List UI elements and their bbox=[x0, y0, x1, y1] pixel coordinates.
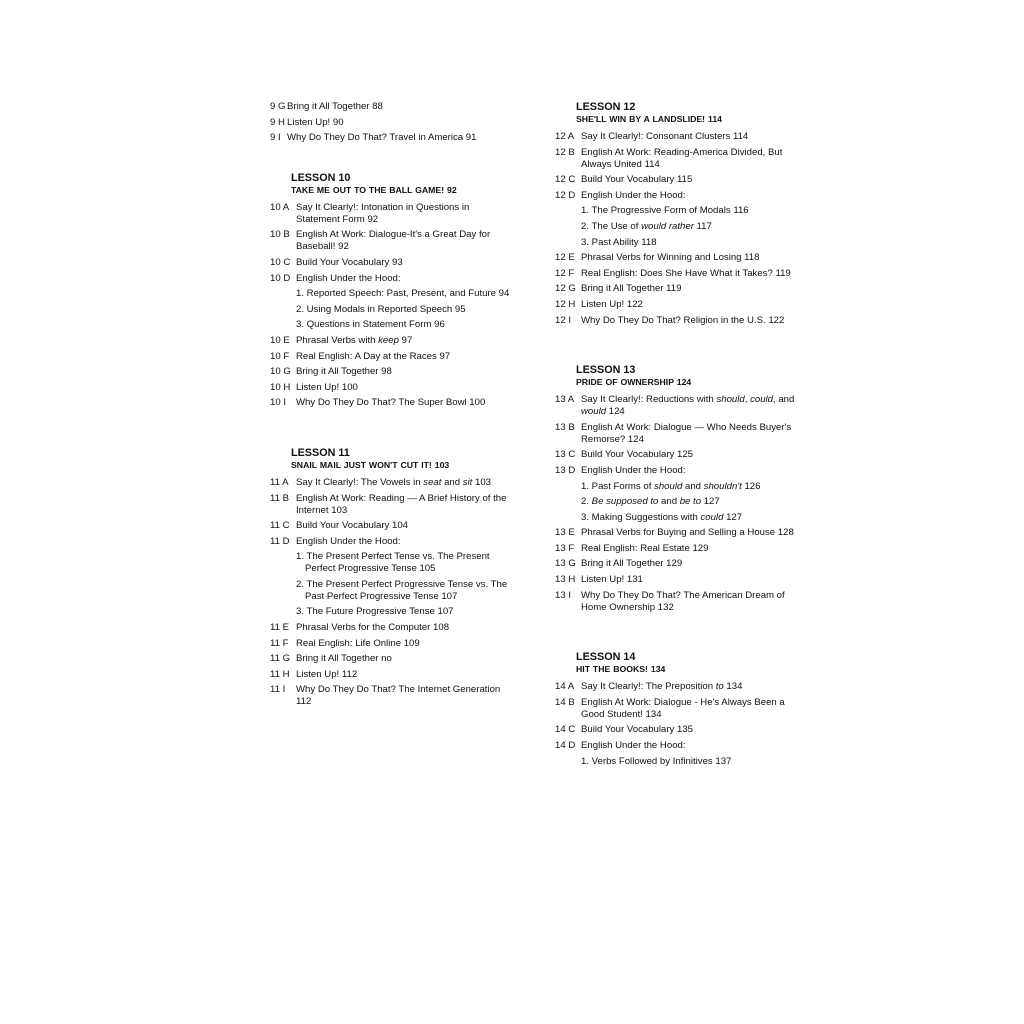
toc-entry: 12 D English Under the Hood: bbox=[555, 189, 686, 201]
toc-entry: 13 G Bring it All Together 129 bbox=[555, 558, 683, 570]
toc-entry: 13 H Listen Up! 131 bbox=[555, 574, 643, 586]
lesson-12-heading bbox=[576, 101, 795, 125]
toc-entry: 9 G Bring it All Together 88 bbox=[270, 101, 383, 112]
toc-entry: 10 F Real English: A Day at the Races 97 bbox=[270, 350, 451, 362]
toc-entry: 9 I Why Do They Do That? Travel in America 91 bbox=[270, 132, 477, 144]
toc-entry: 10 C Build Your Vocabulary 93 bbox=[270, 256, 403, 268]
toc-subentry: 2. The Present Perfect Progressive Tense vs. The Past Perfect Progressive Tense 107 bbox=[296, 578, 508, 602]
toc-entry: 12 E Phrasal Verbs for Winning and Losing 118 bbox=[555, 252, 760, 264]
toc-subentry: 1. The Progressive Form of Modals 116 bbox=[581, 205, 749, 217]
toc-subentry: 3. Questions in Statement Form 96 bbox=[296, 319, 445, 331]
lesson-13-heading bbox=[576, 364, 795, 388]
toc-entry: 11 B English At Work: Reading — A Brief History of the Internet 103 bbox=[270, 492, 507, 516]
toc-subentry: 1. The Present Perfect Tense vs. The Present Perfect Progressive Tense 105 bbox=[296, 551, 490, 575]
toc-entry: 13 D English Under the Hood: bbox=[555, 464, 686, 476]
toc-entry: 9 H Listen Up! 90 bbox=[270, 116, 344, 128]
toc-entry: 14 B English At Work: Dialogue - He's Always Been a Good Student! 134 bbox=[555, 696, 785, 720]
lesson-14-heading bbox=[576, 651, 795, 675]
toc-entry: 13 A Say It Clearly!: Reductions with should, could, and would 124 bbox=[555, 394, 795, 418]
toc-entry: 10 A Say It Clearly!: Intonation in Questions in Statement Form 92 bbox=[270, 201, 470, 225]
toc-subentry: 2. The Use of would rather 117 bbox=[581, 220, 712, 232]
toc-entry: 11 E Phrasal Verbs for the Computer 108 bbox=[270, 622, 450, 634]
toc-entry: 10 E Phrasal Verbs with keep 97 bbox=[270, 334, 413, 346]
toc-entry: 12 I Why Do They Do That? Religion in the U.S. 122 bbox=[555, 314, 785, 326]
lesson-subtitle: SHE'LL WIN BY A LANDSLIDE! 114 bbox=[576, 114, 722, 124]
lesson-subtitle: SNAIL MAIL JUST WON'T CUT IT! 103 bbox=[291, 459, 450, 470]
toc-entry: 12 F Real English: Does She Have What it Takes? 119 bbox=[555, 267, 791, 279]
lesson-subtitle: HIT THE BOOKS! 134 bbox=[576, 664, 666, 675]
lesson-10-heading bbox=[291, 172, 510, 196]
toc-entry: 12 C Build Your Vocabulary 115 bbox=[555, 174, 693, 186]
lesson-subtitle: PRIDE OF OWNERSHIP 124 bbox=[576, 377, 692, 388]
toc-subentry: 3. The Future Progressive Tense 107 bbox=[296, 606, 454, 618]
toc-entry: 10 H Listen Up! 100 bbox=[270, 381, 358, 393]
lesson-title: LESSON 14 bbox=[576, 651, 636, 664]
lesson-title: LESSON 10 bbox=[291, 171, 351, 184]
toc-entry: 10 B English At Work: Dialogue-It's a Great Day for Baseball! 92 bbox=[270, 229, 491, 253]
toc-entry: 10 I Why Do They Do That? The Super Bowl 100 bbox=[270, 397, 486, 409]
toc-subentry: 2. Using Modals in Reported Speech 95 bbox=[296, 303, 466, 315]
toc-entry: 13 E Phrasal Verbs for Buying and Selling a House 128 bbox=[555, 527, 794, 539]
lesson-11-heading bbox=[291, 447, 510, 471]
toc-subentry: 2. Be supposed to and be to 127 bbox=[581, 496, 720, 508]
toc-left-column bbox=[270, 101, 510, 712]
toc-entry: 13 I Why Do They Do That? The American Dream of Home Ownership 132 bbox=[555, 589, 785, 613]
toc-entry: 12 H Listen Up! 122 bbox=[555, 298, 643, 310]
toc-entry: 11 I Why Do They Do That? The Internet Generation 112 bbox=[270, 684, 501, 708]
toc-entry: 12 G Bring it All Together 119 bbox=[555, 283, 682, 295]
toc-entry: 12 A Say It Clearly!: Consonant Clusters 114 bbox=[555, 131, 749, 142]
toc-entry: 11 H Listen Up! 112 bbox=[270, 668, 358, 680]
toc-entry: 12 B English At Work: Reading-America Divided, But Always United 114 bbox=[555, 146, 783, 170]
toc-entry: 14 D English Under the Hood: bbox=[555, 740, 686, 752]
toc-entry: 10 D English Under the Hood: bbox=[270, 272, 401, 284]
toc-right-column bbox=[555, 101, 795, 771]
toc-entry: 13 F Real English: Real Estate 129 bbox=[555, 542, 709, 554]
toc-entry: 14 C Build Your Vocabulary 135 bbox=[555, 724, 694, 736]
toc-entry: 11 G Bring it All Together no bbox=[270, 653, 392, 665]
lesson-title: LESSON 11 bbox=[291, 446, 350, 459]
lesson-title: LESSON 12 bbox=[576, 101, 636, 113]
toc-subentry: 1. Verbs Followed by Infinitives 137 bbox=[581, 755, 732, 767]
lesson-subtitle: TAKE ME OUT TO THE BALL GAME! 92 bbox=[291, 184, 457, 195]
toc-entry: 11 C Build Your Vocabulary 104 bbox=[270, 520, 409, 532]
toc-entry: 11 A Say It Clearly!: The Vowels in seat and sit 103 bbox=[270, 476, 492, 488]
toc-entry: 11 F Real English: Life Online 109 bbox=[270, 637, 420, 649]
toc-subentry: 3. Making Suggestions with could 127 bbox=[581, 511, 743, 523]
lesson-title: LESSON 13 bbox=[576, 364, 636, 377]
toc-subentry: 3. Past Ability 118 bbox=[581, 236, 657, 248]
toc-entry: 14 A Say It Clearly!: The Preposition to 134 bbox=[555, 681, 743, 693]
toc-entry: 13 B English At Work: Dialogue — Who Needs Buyer's Remorse? 124 bbox=[555, 421, 792, 445]
toc-subentry: 1. Past Forms of should and shouldn't 126 bbox=[581, 480, 761, 492]
toc-subentry: 1. Reported Speech: Past, Present, and Future 94 bbox=[296, 288, 510, 300]
toc-entry: 11 D English Under the Hood: bbox=[270, 535, 401, 547]
toc-entry: 13 C Build Your Vocabulary 125 bbox=[555, 449, 694, 461]
toc-entry: 10 G Bring it All Together 98 bbox=[270, 366, 392, 378]
